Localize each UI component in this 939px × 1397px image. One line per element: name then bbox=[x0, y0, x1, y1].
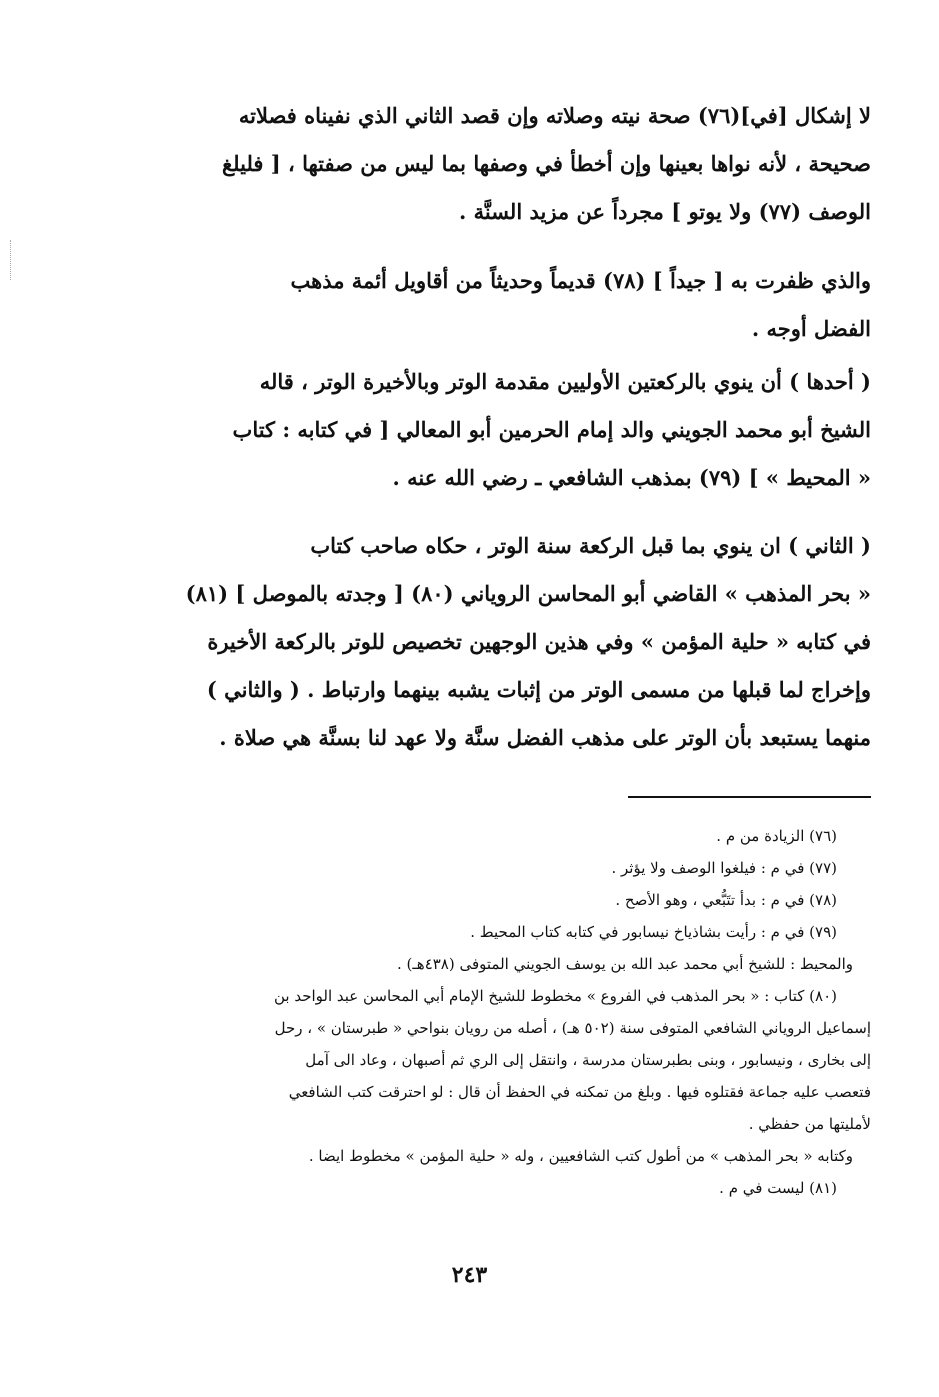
footnote-line: لأمليتها من حفظي . bbox=[748, 1115, 871, 1133]
footnote-line: إلى بخارى ، ونيسابور ، وبنى بطبرستان مدرسة ، وانتقل إلى الري ثم أصبهان ، وعاد الى آمل bbox=[305, 1051, 871, 1069]
text-line: ( أحدها ) أن ينوي بالركعتين الأوليين مقدمة الوتر وبالأخيرة الوتر ، قاله bbox=[259, 369, 871, 394]
footnote-line: والمحيط : للشيخ أبي محمد عبد الله بن يوسف الجويني المتوفى (٤٣٨هـ) . bbox=[396, 955, 853, 973]
footnote-line: (٧٦) الزيادة من م . bbox=[716, 827, 837, 845]
footnote-line: إسماعيل الروياني الشافعي المتوفى سنة (٥٠٢ هـ) ، أصله من رويان بنواحي « طبرستان » ، رحل bbox=[274, 1019, 871, 1037]
text-line: منهما يستبعد بأن الوتر على مذهب الفضل سنَّة ولا عهد لنا بسنَّة هي صلاة . bbox=[219, 725, 871, 750]
paragraph-1 bbox=[171, 92, 871, 236]
footnote-line: (٧٨) في م : بدأ تتَبُّعي ، وهو الأصح . bbox=[615, 891, 837, 909]
text-line: لا إشكال [في](٧٦) صحة نيته وصلاته وإن قصد الثاني الذي نفيناه فصلاته bbox=[238, 103, 871, 128]
paragraph-2 bbox=[171, 257, 871, 353]
text-line: والذي ظفرت به [ جيداً ] (٧٨) قديماً وحديثاً من أقاويل أئمة مذهب bbox=[290, 268, 871, 293]
text-line: صحيحة ، لأنه نواها بعينها وإن أخطأ في وصفها بما ليس من صفتها ، [ فليلغ bbox=[221, 151, 871, 176]
footnote-line: (٧٩) في م : رأيت بشاذياخ نيسابور في كتابه كتاب المحيط . bbox=[470, 923, 837, 941]
text-line: ( الثاني ) ان ينوي بما قبل الركعة سنة الوتر ، حكاه صاحب كتاب bbox=[310, 533, 871, 558]
footnotes bbox=[171, 820, 871, 1204]
footnote-line: (٨١) ليست في م . bbox=[719, 1179, 837, 1197]
text-line: في كتابه « حلية المؤمن » وفي هذين الوجهين تخصيص للوتر بالركعة الأخيرة bbox=[207, 629, 871, 654]
footnote-separator bbox=[628, 796, 871, 798]
text-line: « بحر المذهب » القاضي أبو المحاسن الروياني (٨٠) [ وجدته بالموصل ] (٨١) bbox=[185, 581, 871, 606]
footnote-line: (٧٧) في م : فيلغوا الوصف ولا يؤثر . bbox=[611, 859, 837, 877]
margin-mark bbox=[10, 240, 13, 280]
footnote-line: وكتابه « بحر المذهب » من أطول كتب الشافعيين ، وله « حلية المؤمن » مخطوط ايضا . bbox=[308, 1147, 853, 1165]
text-line: الفضل أوجه . bbox=[751, 316, 871, 341]
footnote-line: (٨٠) كتاب : « بحر المذهب في الفروع » مخطوط للشيخ الإمام أبي المحاسن عبد الواحد بن bbox=[273, 987, 837, 1005]
text-line: الشيخ أبو محمد الجويني والد إمام الحرمين أبو المعالي [ في كتابه : كتاب bbox=[232, 417, 871, 442]
text-line: « المحيط » ] (٧٩) بمذهب الشافعي ـ رضي الله عنه . bbox=[392, 465, 871, 490]
paragraph-4 bbox=[171, 522, 871, 762]
paragraph-3 bbox=[171, 358, 871, 502]
page-number: ٢٤٣ bbox=[451, 1262, 488, 1288]
text-line: الوصف (٧٧) ولا يوتو ] مجرداً عن مزيد السنَّة . bbox=[458, 199, 871, 224]
text-line: وإخراج لما قبلها من مسمى الوتر من إثبات يشبه بينهما وارتباط . ( والثاني ) bbox=[206, 677, 871, 702]
footnote-line: فتعصب عليه جماعة فقتلوه فيها . وبلغ من تمكنه في الحفظ أن قال : لو احترقت كتب الشافعي bbox=[288, 1083, 871, 1101]
